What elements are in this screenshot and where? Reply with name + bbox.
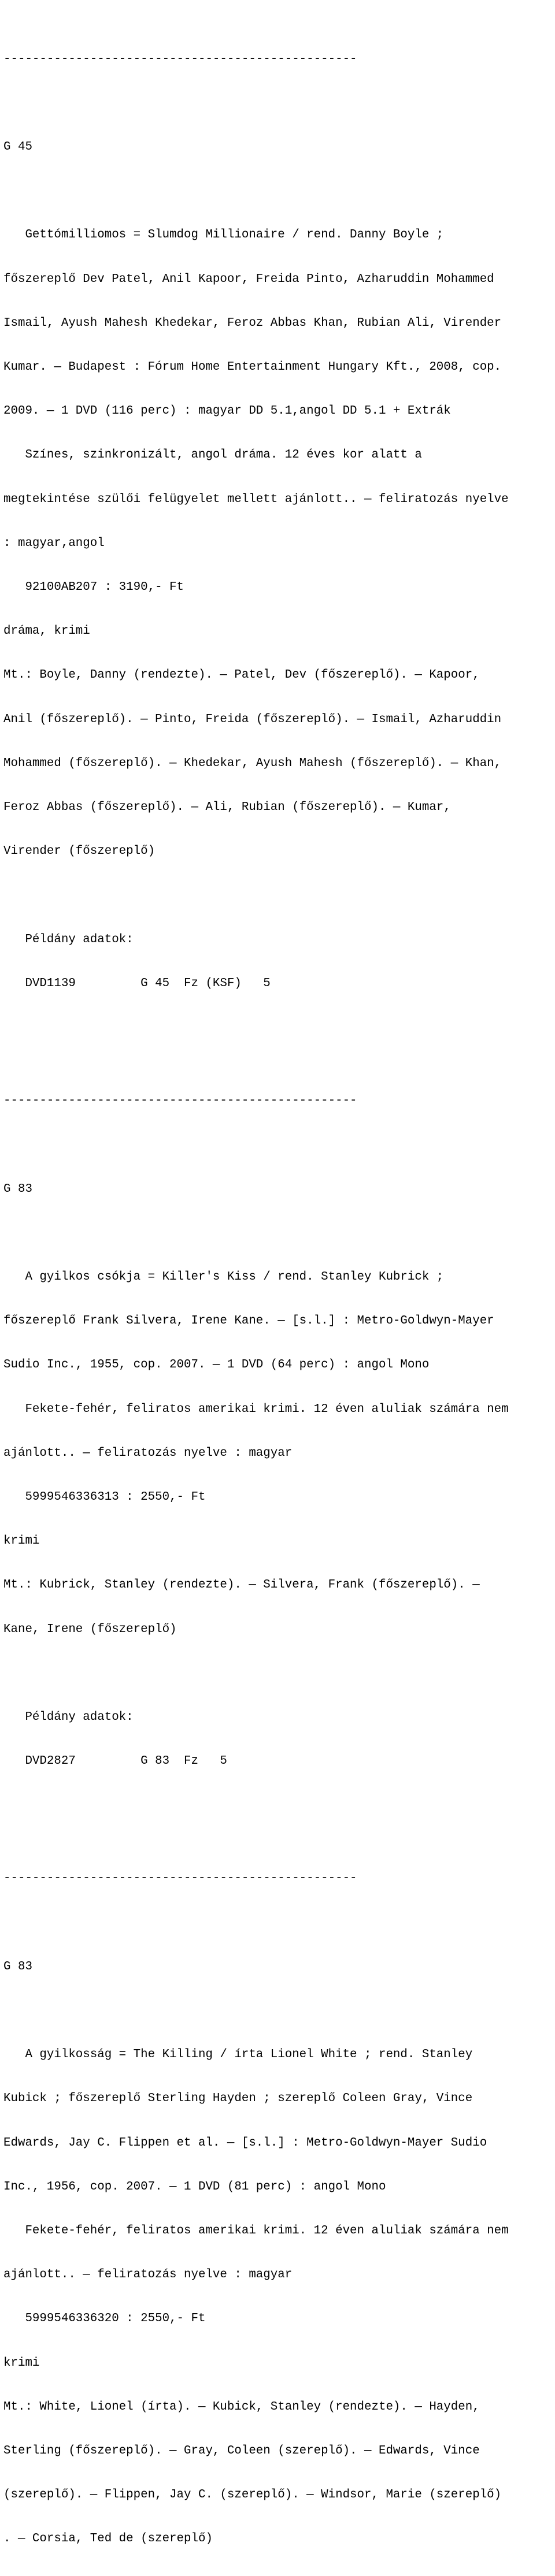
blank-line — [3, 184, 555, 198]
notes-line: Színes, szinkronizált, angol dráma. 12 éves kor alatt a — [3, 448, 422, 462]
isbn-price: 5999546336320 : 2550,- Ft — [3, 2312, 206, 2326]
title-statement-line: Sudio Inc., 1955, cop. 2007. — 1 DVD (64 perc) : angol Mono — [3, 1358, 430, 1372]
contributors-line: Mt.: Kubrick, Stanley (rendezte). — Silvera, Frank (főszereplő). — — [3, 1578, 480, 1592]
catalog-document — [3, 0, 555, 2576]
call-number: G 45 — [3, 140, 32, 154]
call-number: G 83 — [3, 1960, 32, 1973]
title-statement-line: főszereplő Frank Silvera, Irene Kane. — [s.l.] : Metro-Goldwyn-Mayer — [3, 1314, 494, 1328]
isbn-price: 92100AB207 : 3190,- Ft — [3, 581, 184, 594]
blank-line — [3, 1798, 555, 1812]
notes-line: : magyar,angol — [3, 536, 105, 550]
call-number: G 83 — [3, 1182, 32, 1196]
separator-line: ------------------------------------------------- — [3, 1094, 357, 1108]
title-statement-line: A gyilkos csókja = Killer's Kiss / rend. Stanley Kubrick ; — [3, 1270, 444, 1284]
title-statement-line: 2009. — 1 DVD (116 perc) : magyar DD 5.1,angol DD 5.1 + Extrák — [3, 404, 451, 418]
notes-line: ajánlott.. — feliratozás nyelve : magyar — [3, 1446, 293, 1460]
genre: krimi — [3, 2356, 40, 2370]
notes-line: Fekete-fehér, feliratos amerikai krimi. 12 éven aluliak számára nem — [3, 2224, 509, 2237]
contributors-line: Sterling (főszereplő). — Gray, Coleen (szereplő). — Edwards, Vince — [3, 2444, 480, 2458]
contributors-line: Mt.: Boyle, Danny (rendezte). — Patel, Dev (főszereplő). — Kapoor, — [3, 668, 480, 682]
genre: krimi — [3, 1534, 40, 1548]
contributors-line: . — Corsia, Ted de (szereplő) — [3, 2532, 213, 2546]
contributors-line: Mt.: White, Lionel (írta). — Kubick, Stanley (rendezte). — Hayden, — [3, 2400, 480, 2414]
blank-line — [3, 96, 555, 110]
title-statement-line: Inc., 1956, cop. 2007. — 1 DVD (81 perc) : angol Mono — [3, 2180, 386, 2194]
blank-line — [3, 888, 555, 902]
genre: dráma, krimi — [3, 625, 90, 638]
notes-line: ajánlott.. — feliratozás nyelve : magyar — [3, 2268, 293, 2282]
isbn-price: 5999546336313 : 2550,- Ft — [3, 1490, 206, 1504]
title-statement-line: A gyilkosság = The Killing / írta Lionel White ; rend. Stanley — [3, 2048, 473, 2062]
blank-line — [3, 1916, 555, 1930]
separator-line: ------------------------------------------------- — [3, 1872, 357, 1886]
notes-line: megtekintése szülői felügyelet mellett ajánlott.. — feliratozás nyelve — [3, 492, 509, 506]
copy-label: Példány adatok: — [3, 932, 134, 946]
blank-line — [3, 1666, 555, 1681]
contributors-line: (szereplő). — Flippen, Jay C. (szereplő). — Windsor, Marie (szereplő) — [3, 2488, 502, 2502]
blank-line — [3, 1226, 555, 1240]
title-statement-line: Kumar. — Budapest : Fórum Home Entertainment Hungary Kft., 2008, cop. — [3, 360, 502, 374]
title-statement-line: Edwards, Jay C. Flippen et al. — [s.l.] : Metro-Goldwyn-Mayer Sudio — [3, 2136, 487, 2150]
blank-line — [3, 2003, 555, 2018]
title-statement-line: főszereplő Dev Patel, Anil Kapoor, Freida Pinto, Azharuddin Mohammed — [3, 272, 494, 286]
copy-label: Példány adatok: — [3, 1710, 134, 1724]
contributors-line: Mohammed (főszereplő). — Khedekar, Ayush Mahesh (főszereplő). — Khan, — [3, 756, 502, 770]
blank-line — [3, 1138, 555, 1152]
contributors-line: Kane, Irene (főszereplő) — [3, 1622, 177, 1636]
copy-data: DVD2827 G 83 Fz 5 — [3, 1754, 227, 1768]
separator-line: ------------------------------------------------- — [3, 52, 357, 66]
title-statement-line: Kubick ; főszereplő Sterling Hayden ; szereplő Coleen Gray, Vince — [3, 2092, 473, 2106]
copy-data: DVD1139 G 45 Fz (KSF) 5 — [3, 976, 271, 990]
title-statement-line: Ismail, Ayush Mahesh Khedekar, Feroz Abbas Khan, Rubian Ali, Virender — [3, 316, 502, 330]
contributors-line: Anil (főszereplő). — Pinto, Freida (főszereplő). — Ismail, Azharuddin — [3, 712, 502, 726]
blank-line — [3, 1020, 555, 1035]
contributors-line: Virender (főszereplő) — [3, 845, 156, 858]
contributors-line: Feroz Abbas (főszereplő). — Ali, Rubian (főszereplő). — Kumar, — [3, 801, 451, 815]
title-statement-line: Gettómilliomos = Slumdog Millionaire / rend. Danny Boyle ; — [3, 228, 444, 242]
notes-line: Fekete-fehér, feliratos amerikai krimi. 12 éven aluliak számára nem — [3, 1402, 509, 1416]
